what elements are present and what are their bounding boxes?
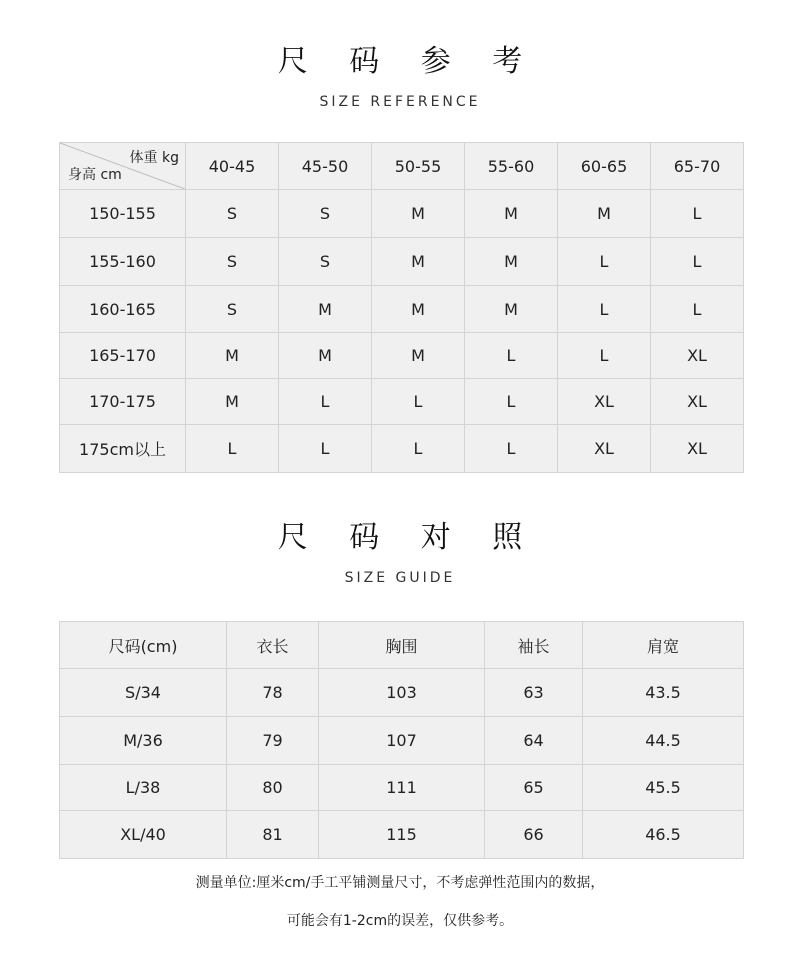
- weight-header: 55-60: [465, 143, 558, 190]
- column-header: 尺码(cm): [60, 622, 227, 669]
- height-axis-label: 身高 cm: [68, 167, 122, 183]
- shoulder-cell: 46.5: [583, 811, 744, 859]
- size-label-cell: XL/40: [60, 811, 227, 859]
- height-cell: 170-175: [60, 379, 186, 425]
- table-row: [60, 379, 744, 425]
- table-row: [60, 425, 744, 473]
- chest-cell: 115: [319, 811, 485, 859]
- size-label-cell: M/36: [60, 717, 227, 765]
- table-row: [60, 765, 744, 811]
- size-cell: S: [279, 190, 372, 238]
- weight-axis-label: 体重 kg: [129, 150, 179, 166]
- size-cell: XL: [651, 425, 744, 473]
- size-cell: L: [465, 333, 558, 379]
- size-reference-title: 尺 码 参 考: [277, 44, 539, 79]
- size-guide-title: 尺 码 对 照: [277, 520, 539, 555]
- table-row: [60, 238, 744, 286]
- sleeve-cell: 65: [485, 765, 583, 811]
- table-row: [60, 811, 744, 859]
- size-label-cell: L/38: [60, 765, 227, 811]
- size-cell: L: [465, 379, 558, 425]
- length-cell: 78: [227, 669, 319, 717]
- height-cell: 150-155: [60, 190, 186, 238]
- weight-header: 65-70: [651, 143, 744, 190]
- table-row: [60, 333, 744, 379]
- size-cell: L: [558, 333, 651, 379]
- size-cell: L: [651, 238, 744, 286]
- size-cell: L: [372, 425, 465, 473]
- size-cell: L: [651, 286, 744, 333]
- table-row: [60, 717, 744, 765]
- size-cell: L: [558, 238, 651, 286]
- height-cell: 175cm以上: [60, 425, 186, 473]
- size-cell: L: [558, 286, 651, 333]
- size-cell: S: [186, 190, 279, 238]
- table-corner-cell: [60, 143, 186, 190]
- table-row: [60, 286, 744, 333]
- size-cell: L: [372, 379, 465, 425]
- size-guide-heading: [0, 512, 800, 586]
- column-header: 衣长: [227, 622, 319, 669]
- size-cell: S: [186, 238, 279, 286]
- size-cell: S: [186, 286, 279, 333]
- size-cell: M: [465, 238, 558, 286]
- table-header-row: [60, 622, 744, 669]
- size-cell: M: [279, 286, 372, 333]
- column-header: 袖长: [485, 622, 583, 669]
- size-cell: M: [465, 286, 558, 333]
- table-row: [60, 190, 744, 238]
- shoulder-cell: 43.5: [583, 669, 744, 717]
- chest-cell: 103: [319, 669, 485, 717]
- size-cell: M: [372, 286, 465, 333]
- size-cell: M: [372, 333, 465, 379]
- chest-cell: 107: [319, 717, 485, 765]
- size-cell: M: [279, 333, 372, 379]
- size-reference-heading: [0, 36, 800, 110]
- column-header: 肩宽: [583, 622, 744, 669]
- size-cell: M: [372, 190, 465, 238]
- weight-header: 40-45: [186, 143, 279, 190]
- length-cell: 80: [227, 765, 319, 811]
- size-cell: M: [186, 379, 279, 425]
- height-cell: 155-160: [60, 238, 186, 286]
- size-guide-table: [59, 621, 744, 859]
- size-cell: L: [186, 425, 279, 473]
- size-cell: L: [279, 425, 372, 473]
- size-cell: XL: [558, 379, 651, 425]
- measurement-note-line-1: 测量单位:厘米cm/手工平铺测量尺寸，不考虑弹性范围内的数据，: [195, 875, 605, 891]
- weight-header: 50-55: [372, 143, 465, 190]
- size-label-cell: S/34: [60, 669, 227, 717]
- length-cell: 79: [227, 717, 319, 765]
- size-cell: L: [465, 425, 558, 473]
- size-reference-subtitle: SIZE REFERENCE: [319, 94, 481, 110]
- measurement-note-line-2: 可能会有1-2cm的误差，仅供参考。: [286, 913, 514, 929]
- chest-cell: 111: [319, 765, 485, 811]
- size-cell: M: [186, 333, 279, 379]
- shoulder-cell: 44.5: [583, 717, 744, 765]
- height-cell: 160-165: [60, 286, 186, 333]
- size-cell: M: [372, 238, 465, 286]
- size-cell: L: [651, 190, 744, 238]
- shoulder-cell: 45.5: [583, 765, 744, 811]
- sleeve-cell: 66: [485, 811, 583, 859]
- table-row: [60, 669, 744, 717]
- table-header-row: [60, 143, 744, 190]
- size-cell: L: [279, 379, 372, 425]
- size-cell: M: [558, 190, 651, 238]
- sleeve-cell: 63: [485, 669, 583, 717]
- sleeve-cell: 64: [485, 717, 583, 765]
- size-cell: XL: [651, 379, 744, 425]
- size-cell: M: [465, 190, 558, 238]
- length-cell: 81: [227, 811, 319, 859]
- size-reference-table: [59, 142, 744, 473]
- weight-header: 60-65: [558, 143, 651, 190]
- size-guide-subtitle: SIZE GUIDE: [344, 570, 456, 586]
- size-cell: XL: [651, 333, 744, 379]
- size-cell: S: [279, 238, 372, 286]
- weight-header: 45-50: [279, 143, 372, 190]
- height-cell: 165-170: [60, 333, 186, 379]
- column-header: 胸围: [319, 622, 485, 669]
- size-cell: XL: [558, 425, 651, 473]
